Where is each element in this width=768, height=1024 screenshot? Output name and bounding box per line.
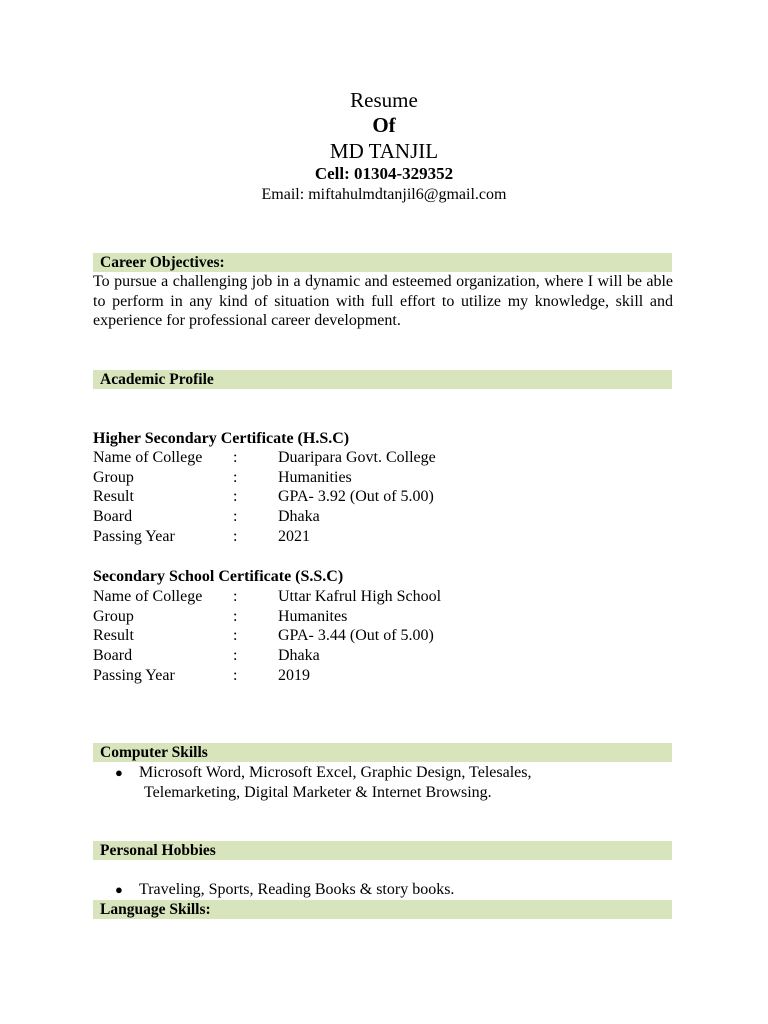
field-label: Passing Year (93, 527, 175, 545)
field-label: Result (93, 488, 134, 506)
candidate-name: MD TANJIL (329, 139, 439, 163)
resume-of: Of (372, 113, 396, 137)
section-computer-skills: Computer Skills (93, 743, 672, 762)
section-language-skills: Language Skills: (93, 900, 672, 919)
field-label: Name of College (93, 588, 203, 605)
section-academic-profile: Academic Profile (93, 370, 672, 389)
field-separator: : (233, 468, 238, 486)
field-value: GPA- 3.44 (Out of 5.00) (278, 627, 434, 645)
ssc-row (93, 646, 693, 666)
field-value: Humanities (278, 468, 352, 486)
field-separator: : (233, 647, 238, 665)
ssc-row (93, 587, 693, 607)
field-label: Result (93, 627, 134, 645)
field-value: 2019 (278, 666, 310, 684)
ssc-row (93, 666, 693, 686)
field-label: Name of College (93, 449, 203, 466)
career-objectives-text: To pursue a challenging job in a dynamic and esteemed organization, where I will be able to perform in any kind of situation with full effort to utilize my knowledge, skill and experience for professional career development. (93, 273, 673, 330)
hobbies-text: Traveling, Sports, Reading Books & story books. (139, 881, 455, 898)
ssc-heading: Secondary School Certificate (S.S.C) (93, 568, 344, 585)
computer-skills-item (0, 763, 768, 803)
field-value: Uttar Kafrul High School (278, 588, 442, 605)
field-label: Board (93, 508, 133, 526)
email-address: Email: miftahulmdtanjil6@gmail.com (261, 186, 507, 203)
field-separator: : (233, 449, 238, 466)
cell-number: Cell: 01304-329352 (314, 164, 454, 183)
computer-skills-line2: Telemarketing, Digital Marketer & Internet Browsing. (144, 784, 492, 801)
hsc-row (93, 527, 693, 547)
section-personal-hobbies: Personal Hobbies (93, 841, 672, 860)
bullet-icon: ● (115, 765, 123, 780)
field-value: Dhaka (278, 647, 320, 665)
field-value: 2021 (278, 527, 310, 545)
field-separator: : (233, 627, 238, 645)
field-value: Humanites (278, 607, 348, 625)
bullet-icon: ● (115, 882, 123, 897)
field-label: Passing Year (93, 666, 175, 684)
field-label: Group (93, 607, 134, 625)
hsc-heading: Higher Secondary Certificate (H.S.C) (93, 430, 350, 447)
hsc-row (93, 448, 693, 468)
section-career-objectives: Career Objectives: (93, 253, 672, 272)
field-separator: : (233, 588, 238, 605)
hsc-row (93, 507, 693, 527)
computer-skills-line1: Microsoft Word, Microsoft Excel, Graphic Design, Telesales, (139, 764, 532, 781)
resume-title: Resume (350, 88, 418, 112)
field-separator: : (233, 607, 238, 625)
field-value: Duaripara Govt. College (278, 449, 436, 466)
hobbies-item (0, 880, 768, 900)
field-separator: : (233, 527, 238, 545)
hsc-row (93, 487, 693, 507)
ssc-row (93, 626, 693, 646)
ssc-row (93, 607, 693, 627)
field-value: GPA- 3.92 (Out of 5.00) (278, 488, 434, 506)
field-value: Dhaka (278, 508, 320, 526)
hsc-row (93, 468, 693, 488)
field-separator: : (233, 666, 238, 684)
field-separator: : (233, 508, 238, 526)
field-label: Board (93, 647, 133, 665)
field-label: Group (93, 468, 134, 486)
field-separator: : (233, 488, 238, 506)
